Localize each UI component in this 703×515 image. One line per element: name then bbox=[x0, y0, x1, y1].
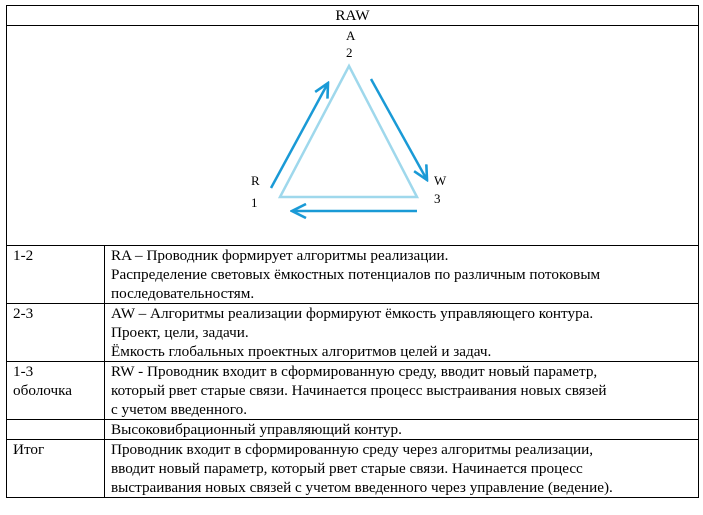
table-row bbox=[7, 362, 699, 420]
node-a-letter: A bbox=[346, 28, 356, 43]
node-r-letter: R bbox=[251, 173, 260, 188]
row-text-cell bbox=[105, 304, 699, 362]
row-text-line: Ёмкость глобальных проектных алгоритмов целей и задач. bbox=[111, 343, 492, 360]
row-label-cell bbox=[7, 420, 105, 440]
table-body bbox=[7, 246, 699, 498]
raw-table bbox=[6, 5, 699, 498]
row-text-line: Проект, цели, задачи. bbox=[111, 324, 249, 341]
row-text-line: AW – Алгоритмы реализации формируют ёмкость управляющего контура. bbox=[111, 305, 594, 322]
raw-diagram-cell bbox=[7, 26, 699, 246]
row-label-cell bbox=[7, 304, 105, 362]
table-row bbox=[7, 440, 699, 498]
table-row bbox=[7, 420, 699, 440]
row-label: оболочка bbox=[13, 382, 73, 399]
row-text-line: Проводник входит в сформированную среду через алгоритмы реализации, bbox=[111, 441, 594, 458]
row-label-cell bbox=[7, 246, 105, 304]
row-text-line: с учетом введенного. bbox=[111, 401, 248, 418]
node-w-letter: W bbox=[434, 173, 447, 188]
table-row bbox=[7, 246, 699, 304]
row-label: Итог bbox=[13, 441, 45, 458]
row-text-cell bbox=[105, 420, 699, 440]
row-text-line: RW - Проводник входит в сформированную среду, вводит новый параметр, bbox=[111, 363, 598, 380]
row-text-cell bbox=[105, 362, 699, 420]
row-text-line: RA – Проводник формирует алгоритмы реализации. bbox=[111, 247, 449, 264]
row-label-cell bbox=[7, 362, 105, 420]
table-title: RAW bbox=[7, 6, 699, 26]
row-label: 1-2 bbox=[13, 247, 34, 264]
raw-triangle-diagram bbox=[7, 26, 699, 245]
node-w-number: 3 bbox=[434, 191, 441, 206]
row-text-line: Распределение световых ёмкостных потенциалов по различным потоковым bbox=[111, 266, 601, 283]
row-text-line: последовательностям. bbox=[111, 285, 255, 302]
node-a-number: 2 bbox=[346, 45, 353, 60]
row-label: 2-3 bbox=[13, 305, 34, 322]
row-text-line: выстраивания новых связей с учетом введенного через управление (ведение). bbox=[111, 479, 613, 496]
row-text-cell bbox=[105, 246, 699, 304]
row-text-line: который рвет старые связи. Начинается процесс выстраивания новых связей bbox=[111, 382, 607, 399]
row-label-cell bbox=[7, 440, 105, 498]
row-label: 1-3 bbox=[13, 363, 34, 380]
row-text-cell bbox=[105, 440, 699, 498]
row-text-line: Высоковибрационный управляющий контур. bbox=[111, 421, 402, 438]
node-r-number: 1 bbox=[251, 195, 258, 210]
table-row bbox=[7, 304, 699, 362]
arrow-r-to-a bbox=[271, 83, 328, 188]
row-text-line: вводит новый параметр, который рвет старые связи. Начинается процесс bbox=[111, 460, 583, 477]
